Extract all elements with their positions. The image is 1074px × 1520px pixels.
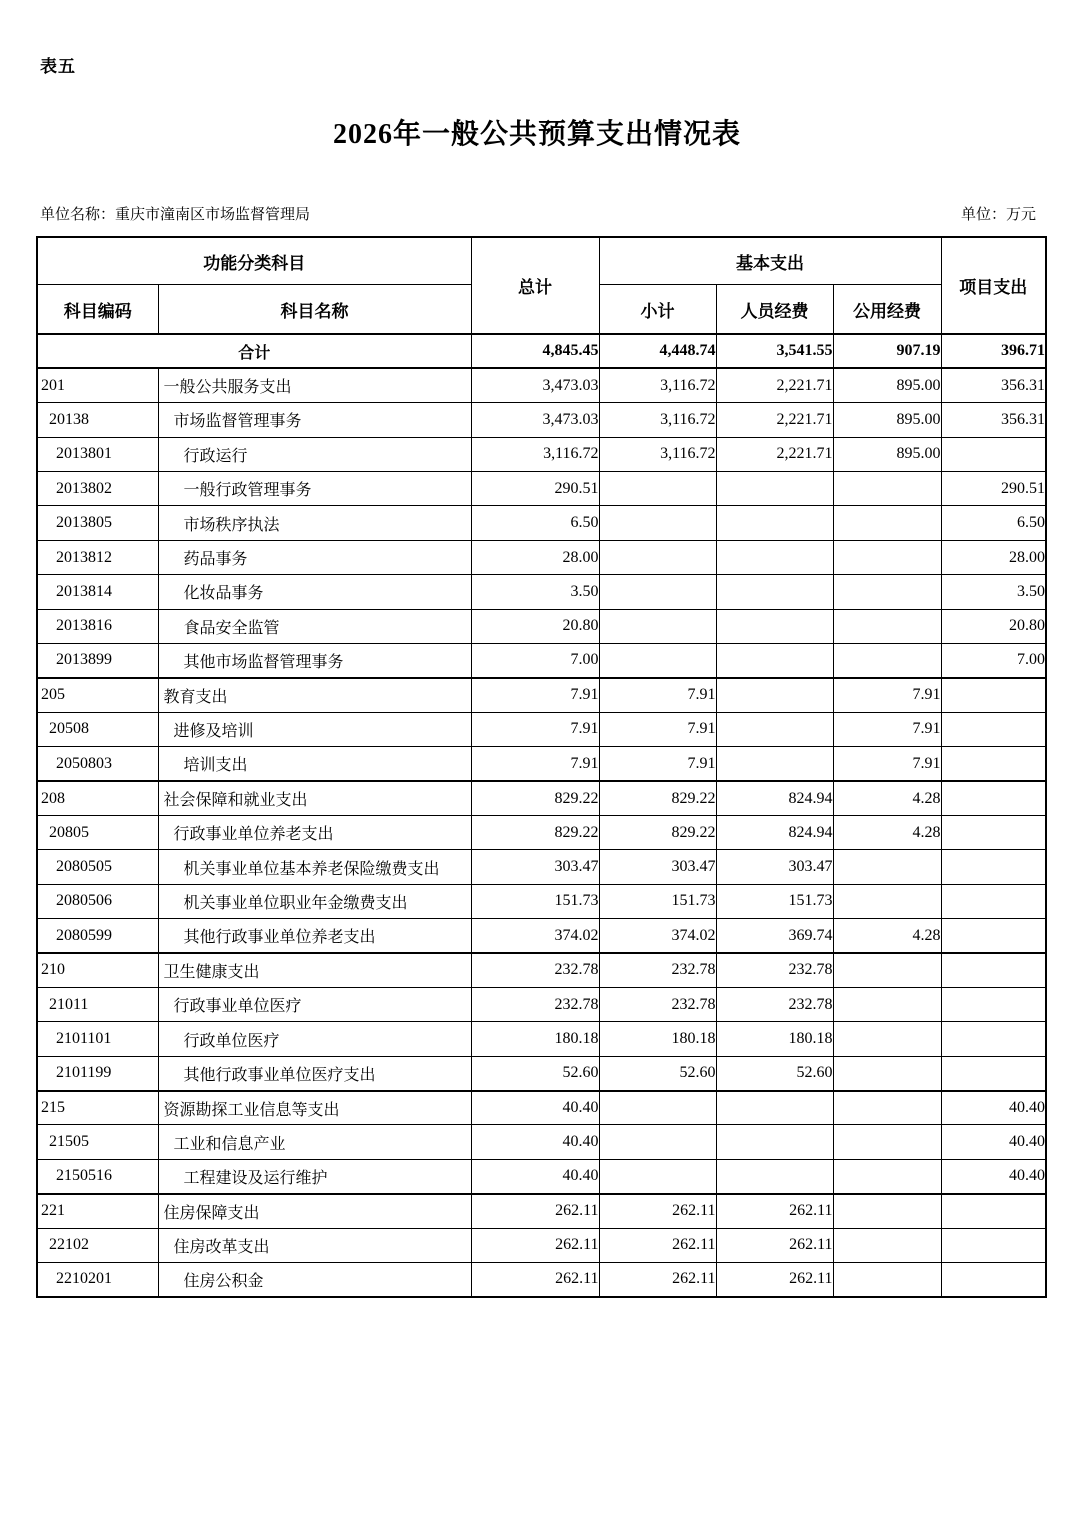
project-value-cell (941, 747, 1046, 781)
public-value-cell (833, 540, 941, 574)
subject-name-cell: 住房公积金 (158, 1263, 471, 1297)
project-value-cell (941, 1263, 1046, 1297)
table-row (37, 506, 1046, 540)
personnel-value-cell: 303.47 (716, 850, 833, 884)
subject-code-cell: 2013801 (37, 437, 158, 471)
table-row (37, 1159, 1046, 1193)
subtotal-value-cell (599, 540, 716, 574)
personnel-value-cell (716, 575, 833, 609)
subtotal-value-cell: 262.11 (599, 1194, 716, 1228)
public-value-cell (833, 575, 941, 609)
public-value-cell (833, 1056, 941, 1090)
project-value-cell (941, 919, 1046, 953)
subject-name-cell: 其他市场监督管理事务 (158, 644, 471, 678)
total-value-cell: 374.02 (471, 919, 599, 953)
table-row (37, 850, 1046, 884)
header-total: 总计 (471, 237, 599, 334)
grand-total-personnel: 3,541.55 (716, 334, 833, 368)
project-value-cell: 20.80 (941, 609, 1046, 643)
subject-name-cell: 住房改革支出 (158, 1228, 471, 1262)
public-value-cell: 895.00 (833, 437, 941, 471)
subtotal-value-cell (599, 472, 716, 506)
project-value-cell (941, 1022, 1046, 1056)
subject-name-cell: 行政运行 (158, 437, 471, 471)
table-row (37, 1056, 1046, 1090)
subject-code-cell: 2013805 (37, 506, 158, 540)
unit-name-label: 单位名称：重庆市潼南区市场监督管理局 (40, 207, 311, 223)
subtotal-value-cell: 829.22 (599, 815, 716, 849)
subject-name-cell: 培训支出 (158, 747, 471, 781)
subject-code-cell: 2080506 (37, 884, 158, 918)
total-value-cell: 232.78 (471, 953, 599, 987)
table-row (37, 1194, 1046, 1228)
subtotal-value-cell: 52.60 (599, 1056, 716, 1090)
subtotal-value-cell: 232.78 (599, 987, 716, 1021)
total-value-cell: 232.78 (471, 987, 599, 1021)
subject-code-cell: 2080599 (37, 919, 158, 953)
subject-code-cell: 2210201 (37, 1263, 158, 1297)
subject-name-cell: 住房保障支出 (158, 1194, 471, 1228)
table-row (37, 472, 1046, 506)
project-value-cell: 40.40 (941, 1159, 1046, 1193)
table-row (37, 540, 1046, 574)
public-value-cell: 4.28 (833, 919, 941, 953)
total-value-cell: 3,116.72 (471, 437, 599, 471)
total-value-cell: 28.00 (471, 540, 599, 574)
personnel-value-cell: 52.60 (716, 1056, 833, 1090)
personnel-value-cell (716, 712, 833, 746)
public-value-cell: 4.28 (833, 815, 941, 849)
subject-name-cell: 行政单位医疗 (158, 1022, 471, 1056)
total-value-cell: 20.80 (471, 609, 599, 643)
project-value-cell (941, 815, 1046, 849)
subject-code-cell: 20508 (37, 712, 158, 746)
table-number-label: 表五 (40, 57, 76, 76)
total-value-cell: 7.91 (471, 747, 599, 781)
unit-label: 单位：万元 (960, 207, 1036, 223)
project-value-cell: 28.00 (941, 540, 1046, 574)
subject-code-cell: 2013814 (37, 575, 158, 609)
total-value-cell: 290.51 (471, 472, 599, 506)
header-function-category: 功能分类科目 (37, 237, 471, 285)
subtotal-value-cell: 262.11 (599, 1263, 716, 1297)
subtotal-value-cell (599, 1159, 716, 1193)
project-value-cell: 290.51 (941, 472, 1046, 506)
project-value-cell (941, 850, 1046, 884)
total-value-cell: 7.91 (471, 712, 599, 746)
total-value-cell: 151.73 (471, 884, 599, 918)
header-public-funds: 公用经费 (833, 285, 941, 335)
public-value-cell (833, 1159, 941, 1193)
table-header-row-1 (37, 237, 1046, 285)
page-title: 2026年一般公共预算支出情况表 (332, 119, 741, 150)
table-row (37, 678, 1046, 712)
header-project-expenditure: 项目支出 (941, 237, 1046, 334)
subtotal-value-cell: 3,116.72 (599, 368, 716, 402)
total-value-cell: 3.50 (471, 575, 599, 609)
total-value-cell: 40.40 (471, 1125, 599, 1159)
total-value-cell: 3,473.03 (471, 368, 599, 402)
total-value-cell: 303.47 (471, 850, 599, 884)
table-row (37, 1263, 1046, 1297)
subject-code-cell: 2013812 (37, 540, 158, 574)
subject-name-cell: 化妆品事务 (158, 575, 471, 609)
public-value-cell (833, 1263, 941, 1297)
subject-code-cell: 21011 (37, 987, 158, 1021)
total-value-cell: 262.11 (471, 1228, 599, 1262)
total-value-cell: 6.50 (471, 506, 599, 540)
public-value-cell: 7.91 (833, 747, 941, 781)
subject-code-cell: 208 (37, 781, 158, 815)
grand-total-project: 396.71 (941, 334, 1046, 368)
subject-name-cell: 其他行政事业单位医疗支出 (158, 1056, 471, 1090)
total-value-cell: 180.18 (471, 1022, 599, 1056)
subject-code-cell: 22102 (37, 1228, 158, 1262)
project-value-cell: 40.40 (941, 1125, 1046, 1159)
personnel-value-cell: 232.78 (716, 987, 833, 1021)
subject-code-cell: 20138 (37, 403, 158, 437)
subtotal-value-cell: 232.78 (599, 953, 716, 987)
project-value-cell: 40.40 (941, 1091, 1046, 1125)
table-row (37, 1125, 1046, 1159)
public-value-cell (833, 953, 941, 987)
subject-name-cell: 市场监督管理事务 (158, 403, 471, 437)
subject-code-cell: 210 (37, 953, 158, 987)
personnel-value-cell: 262.11 (716, 1194, 833, 1228)
public-value-cell: 895.00 (833, 403, 941, 437)
subject-name-cell: 机关事业单位职业年金缴费支出 (158, 884, 471, 918)
subject-code-cell: 2150516 (37, 1159, 158, 1193)
subtotal-value-cell: 180.18 (599, 1022, 716, 1056)
subject-name-cell: 市场秩序执法 (158, 506, 471, 540)
project-value-cell (941, 781, 1046, 815)
header-subtotal: 小计 (599, 285, 716, 335)
project-value-cell (941, 1056, 1046, 1090)
subject-code-cell: 2101199 (37, 1056, 158, 1090)
total-value-cell: 829.22 (471, 815, 599, 849)
table-row (37, 987, 1046, 1021)
public-value-cell (833, 1125, 941, 1159)
grand-total-total: 4,845.45 (471, 334, 599, 368)
public-value-cell (833, 850, 941, 884)
project-value-cell: 6.50 (941, 506, 1046, 540)
subtotal-value-cell: 7.91 (599, 747, 716, 781)
public-value-cell (833, 1228, 941, 1262)
subtotal-value-cell: 829.22 (599, 781, 716, 815)
subtotal-value-cell (599, 575, 716, 609)
subject-code-cell: 2013816 (37, 609, 158, 643)
personnel-value-cell: 2,221.71 (716, 437, 833, 471)
personnel-value-cell (716, 472, 833, 506)
table-row (37, 815, 1046, 849)
public-value-cell (833, 987, 941, 1021)
subject-name-cell: 其他行政事业单位养老支出 (158, 919, 471, 953)
public-value-cell (833, 644, 941, 678)
subject-code-cell: 21505 (37, 1125, 158, 1159)
grand-total-public: 907.19 (833, 334, 941, 368)
subject-code-cell: 221 (37, 1194, 158, 1228)
personnel-value-cell (716, 506, 833, 540)
project-value-cell: 356.31 (941, 368, 1046, 402)
personnel-value-cell: 369.74 (716, 919, 833, 953)
public-value-cell (833, 1194, 941, 1228)
personnel-value-cell: 2,221.71 (716, 403, 833, 437)
header-subject-code: 科目编码 (37, 285, 158, 335)
subtotal-value-cell: 374.02 (599, 919, 716, 953)
personnel-value-cell (716, 644, 833, 678)
public-value-cell (833, 609, 941, 643)
subject-name-cell: 药品事务 (158, 540, 471, 574)
subject-name-cell: 教育支出 (158, 678, 471, 712)
table-row (37, 644, 1046, 678)
table-row (37, 919, 1046, 953)
table-row (37, 575, 1046, 609)
subject-name-cell: 一般行政管理事务 (158, 472, 471, 506)
personnel-value-cell: 262.11 (716, 1228, 833, 1262)
total-value-cell: 829.22 (471, 781, 599, 815)
total-value-cell: 7.91 (471, 678, 599, 712)
subject-name-cell: 社会保障和就业支出 (158, 781, 471, 815)
project-value-cell: 3.50 (941, 575, 1046, 609)
total-value-cell: 40.40 (471, 1091, 599, 1125)
table-row (37, 1228, 1046, 1262)
project-value-cell (941, 1228, 1046, 1262)
subject-name-cell: 进修及培训 (158, 712, 471, 746)
subtotal-value-cell: 7.91 (599, 712, 716, 746)
public-value-cell: 7.91 (833, 712, 941, 746)
personnel-value-cell: 232.78 (716, 953, 833, 987)
personnel-value-cell (716, 609, 833, 643)
personnel-value-cell: 180.18 (716, 1022, 833, 1056)
subject-name-cell: 资源勘探工业信息等支出 (158, 1091, 471, 1125)
personnel-value-cell (716, 747, 833, 781)
project-value-cell (941, 987, 1046, 1021)
subject-name-cell: 机关事业单位基本养老保险缴费支出 (158, 850, 471, 884)
table-row (37, 403, 1046, 437)
personnel-value-cell: 262.11 (716, 1263, 833, 1297)
subject-code-cell: 2013802 (37, 472, 158, 506)
public-value-cell: 4.28 (833, 781, 941, 815)
table-row (37, 953, 1046, 987)
subtotal-value-cell (599, 644, 716, 678)
project-value-cell (941, 884, 1046, 918)
personnel-value-cell: 151.73 (716, 884, 833, 918)
table-row (37, 609, 1046, 643)
header-basic-expenditure: 基本支出 (599, 237, 941, 285)
project-value-cell (941, 678, 1046, 712)
personnel-value-cell (716, 678, 833, 712)
project-value-cell (941, 437, 1046, 471)
subject-code-cell: 2050803 (37, 747, 158, 781)
table-row (37, 1091, 1046, 1125)
grand-total-label: 合计 (37, 334, 471, 368)
grand-total-row (37, 334, 1046, 368)
grand-total-subtotal: 4,448.74 (599, 334, 716, 368)
subject-code-cell: 205 (37, 678, 158, 712)
subtotal-value-cell: 3,116.72 (599, 403, 716, 437)
subject-name-cell: 行政事业单位养老支出 (158, 815, 471, 849)
subject-name-cell: 食品安全监管 (158, 609, 471, 643)
public-value-cell: 7.91 (833, 678, 941, 712)
public-value-cell (833, 506, 941, 540)
subject-code-cell: 2013899 (37, 644, 158, 678)
personnel-value-cell: 2,221.71 (716, 368, 833, 402)
subject-code-cell: 215 (37, 1091, 158, 1125)
subtotal-value-cell: 303.47 (599, 850, 716, 884)
subtotal-value-cell (599, 1125, 716, 1159)
total-value-cell: 262.11 (471, 1263, 599, 1297)
subtotal-value-cell: 7.91 (599, 678, 716, 712)
personnel-value-cell: 824.94 (716, 815, 833, 849)
personnel-value-cell (716, 540, 833, 574)
personnel-value-cell (716, 1159, 833, 1193)
total-value-cell: 3,473.03 (471, 403, 599, 437)
personnel-value-cell (716, 1091, 833, 1125)
project-value-cell: 356.31 (941, 403, 1046, 437)
header-subject-name: 科目名称 (158, 285, 471, 335)
subtotal-value-cell: 262.11 (599, 1228, 716, 1262)
subject-name-cell: 行政事业单位医疗 (158, 987, 471, 1021)
total-value-cell: 52.60 (471, 1056, 599, 1090)
subject-name-cell: 工业和信息产业 (158, 1125, 471, 1159)
subtotal-value-cell: 151.73 (599, 884, 716, 918)
total-value-cell: 262.11 (471, 1194, 599, 1228)
personnel-value-cell: 824.94 (716, 781, 833, 815)
project-value-cell (941, 953, 1046, 987)
subject-code-cell: 201 (37, 368, 158, 402)
budget-expenditure-table (36, 236, 1047, 1298)
table-row (37, 712, 1046, 746)
subject-name-cell: 工程建设及运行维护 (158, 1159, 471, 1193)
table-row (37, 437, 1046, 471)
subject-code-cell: 2101101 (37, 1022, 158, 1056)
subject-name-cell: 一般公共服务支出 (158, 368, 471, 402)
public-value-cell (833, 884, 941, 918)
project-value-cell (941, 712, 1046, 746)
table-row (37, 1022, 1046, 1056)
total-value-cell: 40.40 (471, 1159, 599, 1193)
subtotal-value-cell (599, 609, 716, 643)
subject-code-cell: 20805 (37, 815, 158, 849)
table-row (37, 747, 1046, 781)
total-value-cell: 7.00 (471, 644, 599, 678)
project-value-cell: 7.00 (941, 644, 1046, 678)
table-row (37, 781, 1046, 815)
subject-code-cell: 2080505 (37, 850, 158, 884)
public-value-cell (833, 1022, 941, 1056)
table-row (37, 884, 1046, 918)
subtotal-value-cell (599, 1091, 716, 1125)
subtotal-value-cell (599, 506, 716, 540)
public-value-cell (833, 472, 941, 506)
table-row (37, 368, 1046, 402)
meta-row (40, 203, 1036, 224)
subtotal-value-cell: 3,116.72 (599, 437, 716, 471)
header-personnel-funds: 人员经费 (716, 285, 833, 335)
subject-name-cell: 卫生健康支出 (158, 953, 471, 987)
public-value-cell: 895.00 (833, 368, 941, 402)
personnel-value-cell (716, 1125, 833, 1159)
project-value-cell (941, 1194, 1046, 1228)
public-value-cell (833, 1091, 941, 1125)
